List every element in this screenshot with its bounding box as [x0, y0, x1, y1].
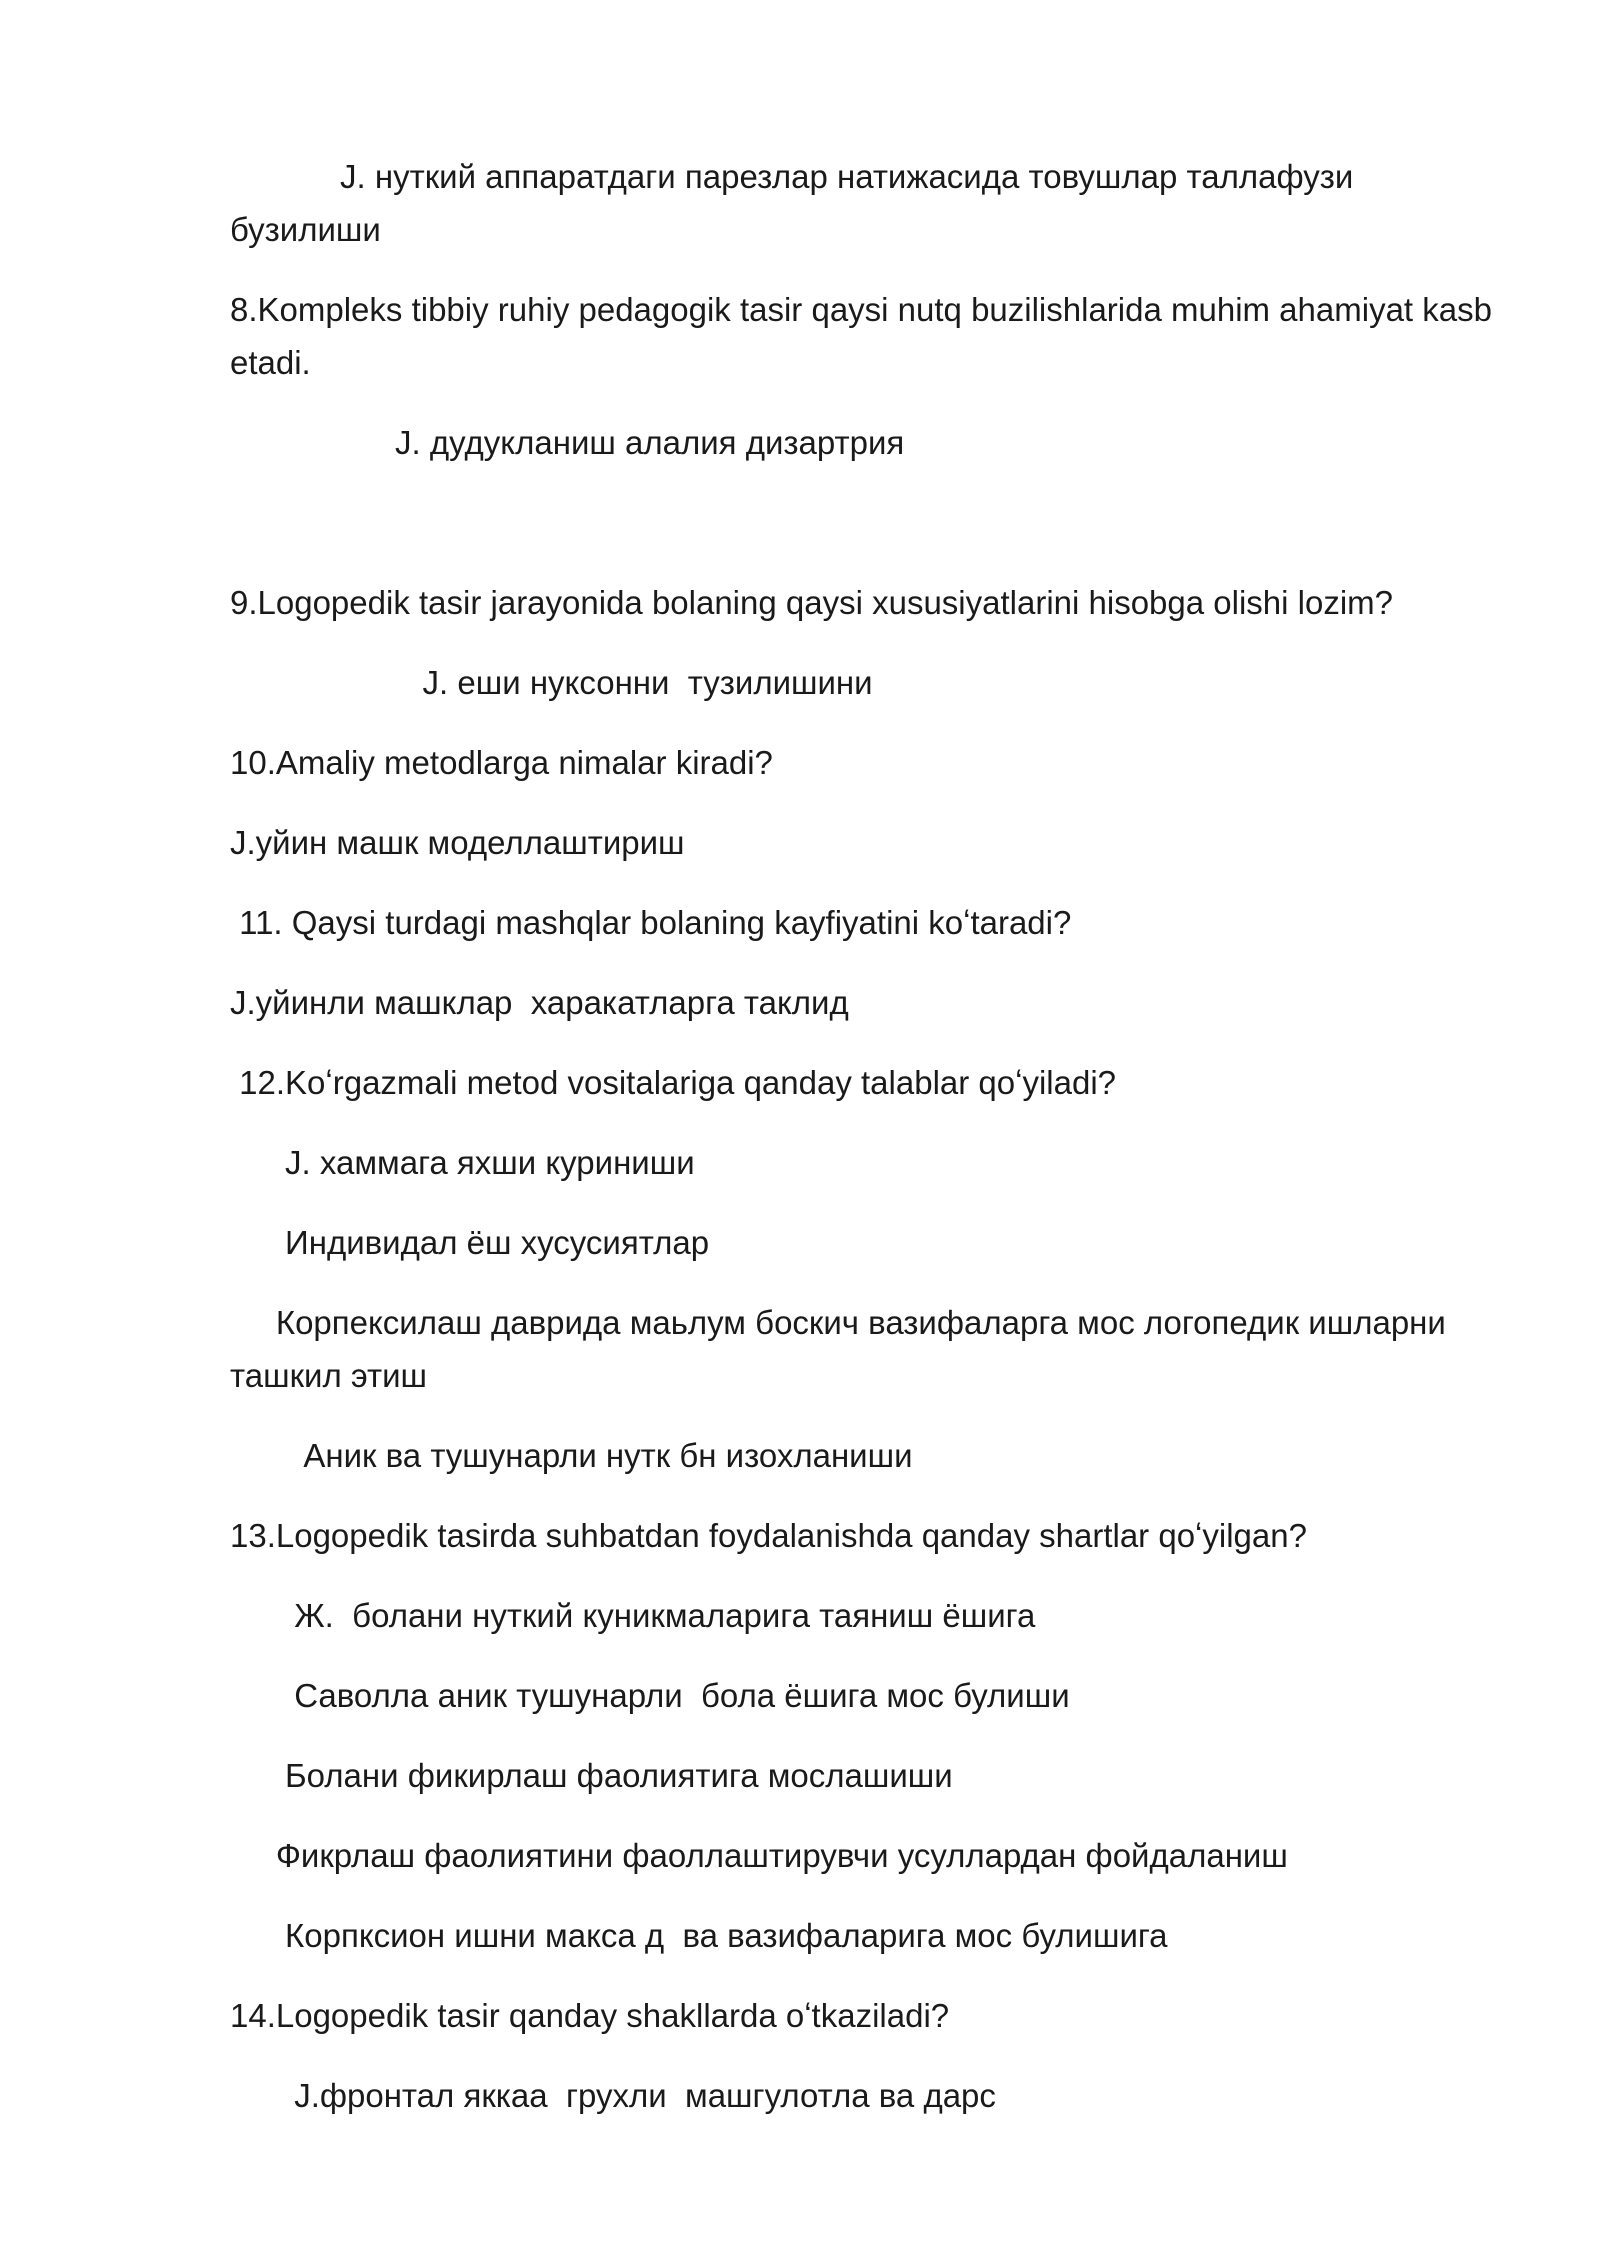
answer-line-14: J.фронтал яккаа грухли машгулотла ва дарс — [230, 2077, 996, 2114]
question-8: 8.Kompleks tibbiy ruhiy pedagogik tasir qaysi nutq buzilishlarida muhim ahamiyat kasb etadi. — [230, 291, 1502, 381]
question-11: 11. Qaysi turdagi mashqlar bolaning kayfiyatini koʻtaradi? — [230, 904, 1072, 941]
answer-line-13b: Саволла аник тушунарли бола ёшига мос булиши — [230, 1677, 1070, 1714]
answer-line-10: J.уйин машк моделлаштириш — [230, 824, 685, 861]
answer-line-13d: Фикрлаш фаолиятини фаоллаштирувчи усуллардан фойдаланиш — [230, 1837, 1288, 1874]
question-12: 12.Koʻrgazmali metod vositalariga qanday talablar qoʻyiladi? — [230, 1064, 1117, 1101]
answer-line-7: J. нуткий аппаратдаги парезлар натижасида товушлар таллафузи бузилиши — [230, 158, 1363, 248]
question-10: 10.Amaliy metodlarga nimalar kiradi? — [230, 744, 773, 781]
answer-line-12b: Индивидал ёш хусусиятлар — [230, 1224, 710, 1261]
answer-line-9: J. еши нуксонни тузилишини — [230, 664, 873, 701]
question-14: 14.Logopedik tasir qanday shakllarda oʻtkaziladi? — [230, 1997, 950, 2034]
answer-line-11: J.уйинли машклар харакатларга таклид — [230, 984, 849, 1021]
question-9: 9.Logopedik tasir jarayonida bolaning qaysi xususiyatlarini hisobga olishi lozim? — [230, 584, 1394, 621]
answer-line-13e: Корпксион ишни макса д ва вазифаларига мос булишига — [230, 1917, 1168, 1954]
answer-line-8: J. дудукланиш алалия дизартрия — [230, 424, 905, 461]
question-13: 13.Logopedik tasirda suhbatdan foydalanishda qanday shartlar qoʻyilgan? — [230, 1517, 1307, 1554]
answer-line-13c: Болани фикирлаш фаолиятига мослашиши — [230, 1757, 953, 1794]
answer-line-13a: Ж. болани нуткий куникмаларига таяниш ёшига — [230, 1597, 1036, 1634]
answer-line-12c: Корпексилаш даврида маьлум боскич вазифаларга мос логопедик ишларни ташкил этиш — [230, 1304, 1456, 1394]
answer-line-12a: J. хаммага яхши куриниши — [230, 1144, 695, 1181]
answer-line-12d: Аник ва тушунарли нутк бн изохланиши — [230, 1437, 913, 1474]
